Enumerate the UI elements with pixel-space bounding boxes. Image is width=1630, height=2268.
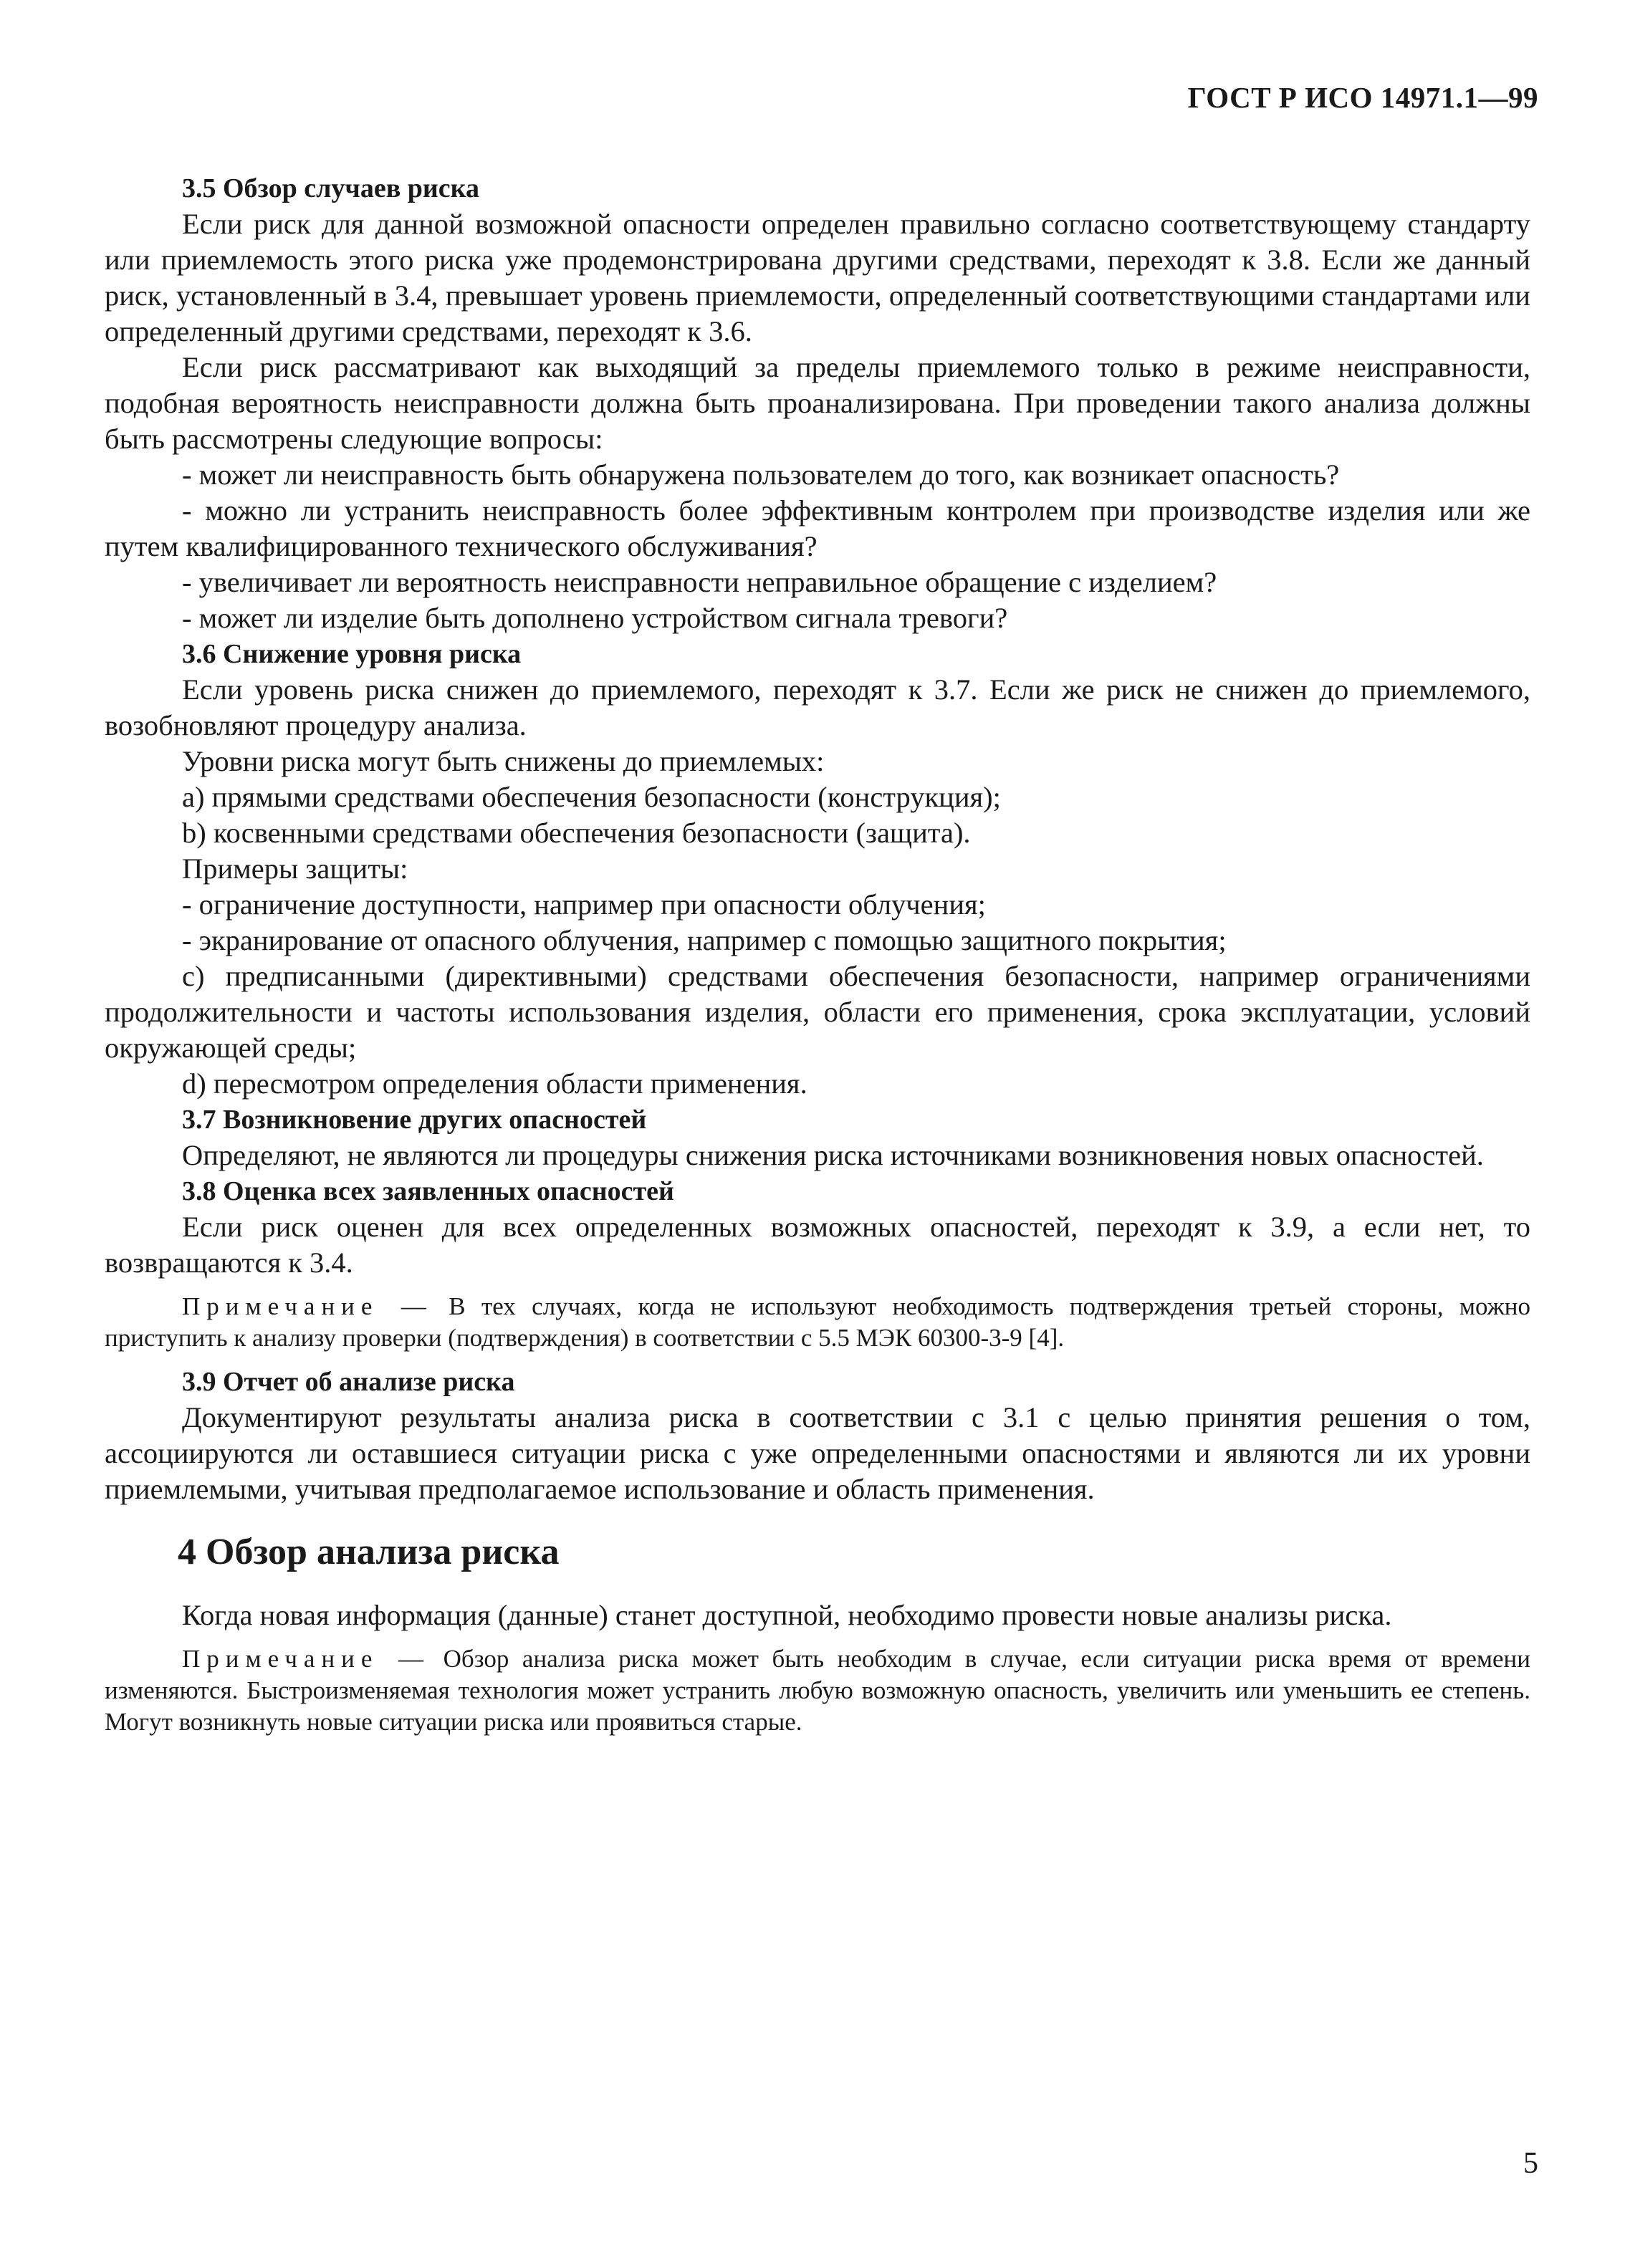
section-3-6-title: 3.6 Снижение уровня риска: [182, 639, 522, 669]
question-item-1: - может ли неисправность быть обнаружена пользователем до того, как возникает опасность?: [182, 458, 1340, 491]
list-item-c: с) предписанными (директивными) средствами обеспечения безопасности, например ограничениями продолжительности и частоты использования изделия, области его применения, срока эксплуатации, условий окружающей среды;: [105, 960, 1530, 1064]
section-4-paragraph-1: Когда новая информация (данные) станет доступной, необходимо провести новые анализы риска.: [182, 1599, 1392, 1631]
section-3-6-paragraph-2: Уровни риска могут быть снижены до приемлемых:: [182, 745, 825, 777]
section-4-title: 4 Обзор анализа риска: [178, 1532, 560, 1572]
note-label: Примечание —: [182, 1645, 431, 1673]
section-3-8-note: [105, 1291, 1530, 1354]
section-3-9-title: 3.9 Отчет об анализе риска: [182, 1367, 515, 1397]
example-item-1: - ограничение доступности, например при опасности облучения;: [182, 888, 986, 921]
note-label: Примечание —: [182, 1292, 433, 1320]
section-3-5-paragraph-1: Если риск для данной возможной опасности определен правильно согласно соответствующему стандарту или приемлемость этого риска уже продемонстрирована другими средствами, переходят к 3.8. Если же данный риск, установленный в 3.4, превышает уровень приемлемости, определенный соответствующими стандартами или определенный другими средствами, переходят к 3.6.: [105, 208, 1530, 347]
question-item-4: - может ли изделие быть дополнено устройством сигнала тревоги?: [182, 602, 1008, 634]
note-text: В тех случаях, когда не используют необходимость подтверждения третьей стороны, можно приступить к анализу проверки (подтверждения) в соответствии с 5.5 МЭК 60300-3-9 [4].: [105, 1292, 1531, 1352]
examples-heading: Примеры защиты:: [182, 852, 408, 885]
section-3-7-title: 3.7 Возникновение других опасностей: [182, 1105, 647, 1135]
list-item-d: d) пересмотром определения области применения.: [182, 1067, 807, 1100]
question-item-2: - можно ли устранить неисправность более эффективным контролем при производстве изделия или же путем квалифицированного технического обслуживания?: [105, 494, 1530, 562]
section-3-5-paragraph-2: Если риск рассматривают как выходящий за пределы приемлемого только в режиме неисправности, подобная вероятность неисправности должна быть проанализирована. При проведении такого анализа должны быть рассмотрены следующие вопросы:: [105, 351, 1530, 455]
document-body: [105, 170, 1530, 1738]
standard-code-header: ГОСТ Р ИСО 14971.1—99: [1187, 81, 1538, 114]
question-item-3: - увеличивает ли вероятность неисправности неправильное обращение с изделием?: [182, 566, 1217, 598]
section-3-9-paragraph-1: Документируют результаты анализа риска в соответствии с 3.1 с целью принятия решения о том, ассоциируются ли оставшиеся ситуации риска с уже определенными опасностями и являются ли их уровни приемлемыми, учитывая предполагаемое использование и область применения.: [105, 1401, 1530, 1505]
section-3-6-paragraph-1: Если уровень риска снижен до приемлемого, переходят к 3.7. Если же риск не снижен до приемлемого, возобновляют процедуру анализа.: [105, 673, 1530, 741]
section-3-7-paragraph-1: Определяют, не являются ли процедуры снижения риска источниками возникновения новых опасностей.: [182, 1139, 1484, 1171]
list-item-a: а) прямыми средствами обеспечения безопасности (конструкция);: [182, 781, 1001, 813]
section-3-8-paragraph-1: Если риск оценен для всех определенных возможных опасностей, переходят к 3.9, а если нет, то возвращаются к 3.4.: [105, 1211, 1530, 1279]
list-item-b: b) косвенными средствами обеспечения безопасности (защита).: [182, 817, 971, 849]
note-text: Обзор анализа риска может быть необходим в случае, если ситуации риска время от времени изменяются. Быстроизменяемая технология может устранить любую возможную опасность, увеличить или уменьшить ее степень. Могут возникнуть новые ситуации риска или проявиться старые.: [105, 1645, 1530, 1736]
section-4-note: [105, 1643, 1530, 1738]
example-item-2: - экранирование от опасного облучения, например с помощью защитного покрытия;: [182, 924, 1227, 956]
section-3-8-title: 3.8 Оценка всех заявленных опасностей: [182, 1176, 674, 1206]
section-3-5-title: 3.5 Обзор случаев риска: [182, 173, 479, 203]
page-number: 5: [1523, 2147, 1538, 2180]
